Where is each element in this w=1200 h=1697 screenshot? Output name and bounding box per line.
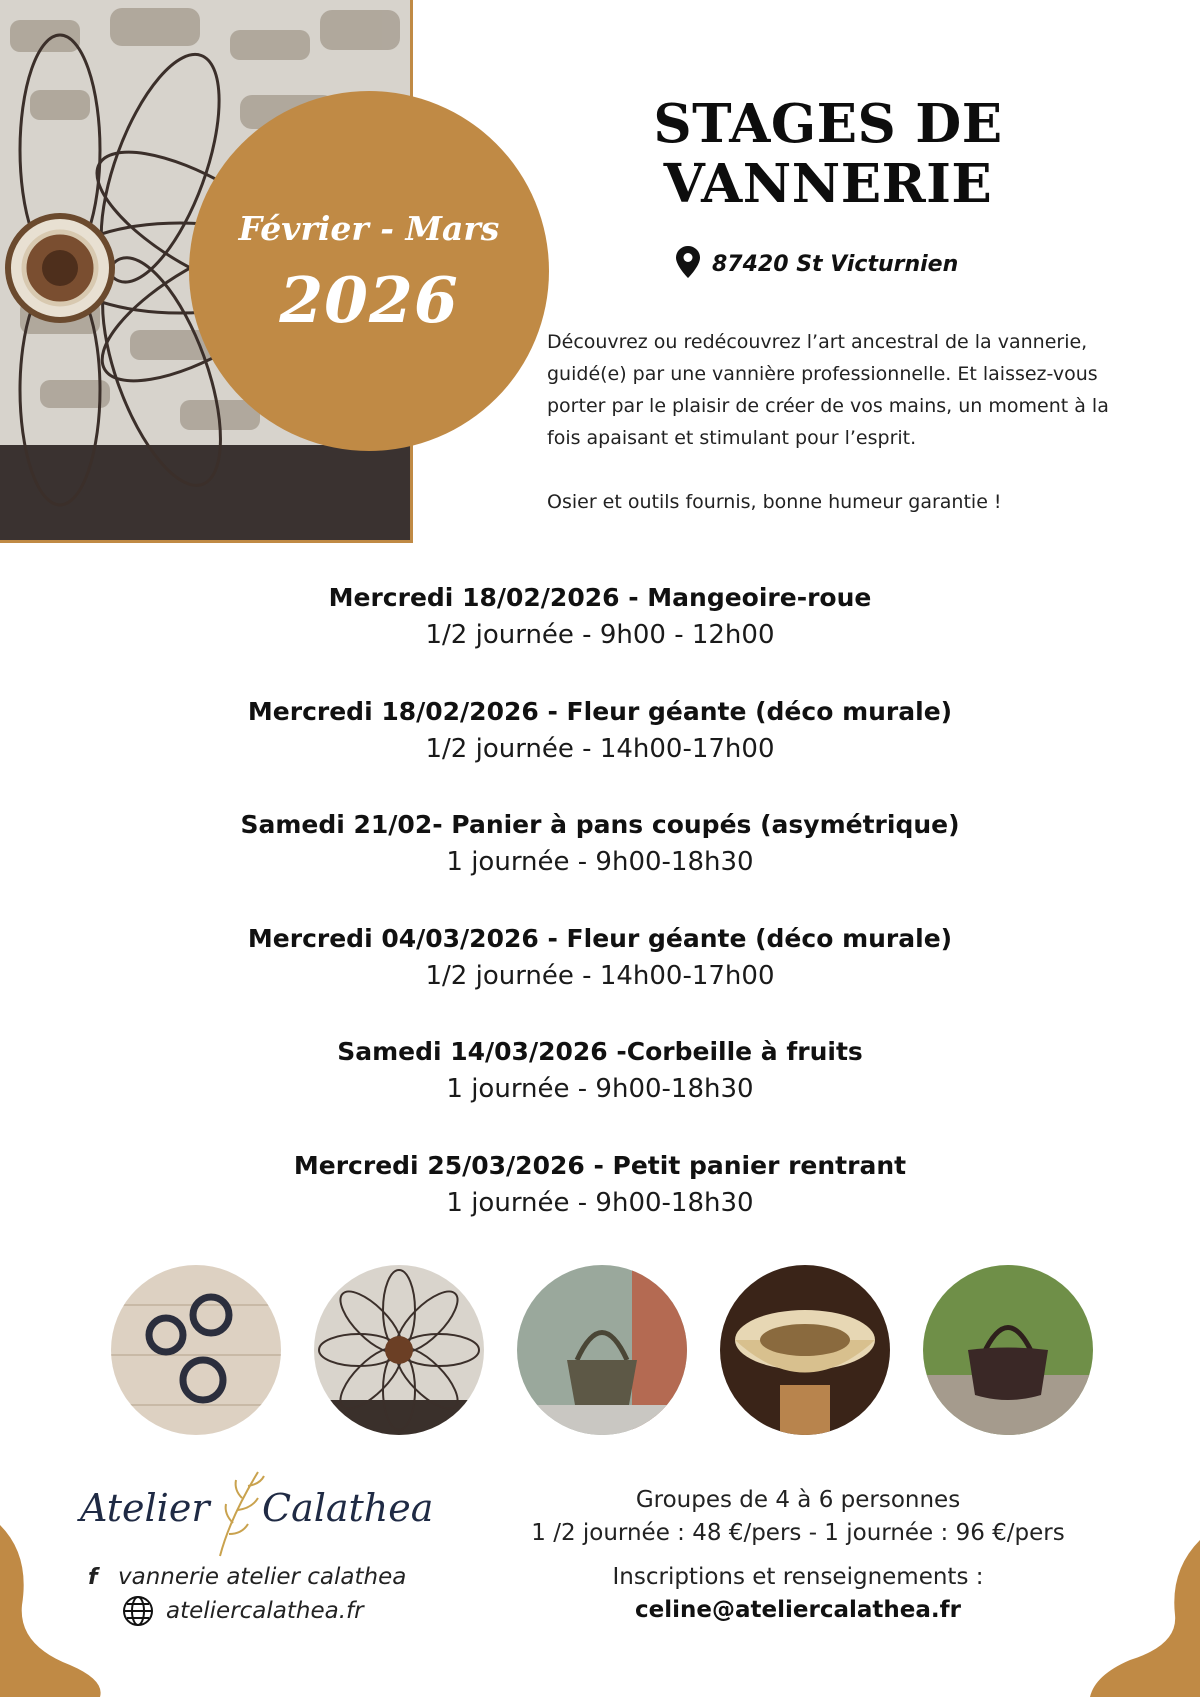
session-time: 1/2 journée - 14h00-17h00 (425, 960, 775, 991)
session-time: 1 journée - 9h00-18h30 (446, 847, 754, 878)
intro (547, 326, 1127, 518)
location-text: 87420 St Victurnien (712, 251, 959, 277)
globe-icon (122, 1595, 154, 1627)
session-title: Samedi 21/02- Panier à pans coupés (asymétrique) (240, 810, 960, 840)
session-title: Samedi 14/03/2026 -Corbeille à fruits (337, 1037, 863, 1067)
thumb-giant-flower (314, 1265, 484, 1435)
page-title (600, 94, 1056, 214)
badge-year: 2026 (279, 263, 459, 337)
logo-word-calathea: Calathea (262, 1486, 434, 1530)
photo-thumbnails (111, 1265, 1093, 1435)
title-line-1: STAGES DE (653, 93, 1003, 155)
session-item (0, 579, 1200, 693)
facebook-icon: f (88, 1564, 98, 1590)
sessions-list (0, 579, 1200, 1261)
intro-paragraph: Découvrez ou redécouvrez l’art ancestral de la vannerie, guidé(e) par une vannière professionnelle. Et laissez-vous porter par le plaisir de créer de vos mains, un moment à la fois apaisant et stimulant pour l’esprit. (547, 331, 1109, 449)
decorative-blob-right (1090, 1540, 1200, 1697)
session-title: Mercredi 04/03/2026 - Fleur géante (déco murale) (247, 923, 953, 953)
session-item (0, 693, 1200, 807)
session-item (0, 1033, 1200, 1147)
pricing: 1 /2 journée : 48 €/pers - 1 journée : 96 €/pers (531, 1520, 1065, 1546)
session-time: 1 journée - 9h00-18h30 (446, 1187, 754, 1218)
inscriptions-label: Inscriptions et renseignements : (612, 1564, 984, 1590)
session-title: Mercredi 18/02/2026 - Fleur géante (déco murale) (247, 696, 953, 726)
thumb-bird-feeders (111, 1265, 281, 1435)
logo-word-atelier: Atelier (80, 1486, 210, 1530)
website-link[interactable] (88, 1594, 406, 1628)
contact-email[interactable]: celine@ateliercalathea.fr (635, 1597, 961, 1623)
session-title: Mercredi 25/03/2026 - Petit panier rentrant (293, 1150, 907, 1180)
location (676, 246, 958, 282)
thumb-small-basket (923, 1265, 1093, 1435)
session-time: 1/2 journée - 14h00-17h00 (425, 733, 775, 764)
badge-months: Février - Mars (238, 209, 500, 248)
social-links (88, 1560, 406, 1628)
leaf-branch-icon (208, 1468, 268, 1562)
thumb-fruit-basket (720, 1265, 890, 1435)
atelier-calathea-logo (80, 1468, 440, 1558)
session-item (0, 806, 1200, 920)
session-time: 1/2 journée - 9h00 - 12h00 (425, 620, 775, 650)
thumb-asymmetric-basket (517, 1265, 687, 1435)
title-line-2: VANNERIE (663, 153, 993, 215)
session-item (0, 1147, 1200, 1261)
contact-info (520, 1484, 1076, 1627)
location-pin-icon (676, 246, 700, 282)
website-label: ateliercalathea.fr (166, 1598, 364, 1624)
date-badge (189, 91, 549, 451)
facebook-label: vannerie atelier calathea (118, 1564, 407, 1590)
facebook-link[interactable] (88, 1560, 406, 1594)
group-size: Groupes de 4 à 6 personnes (635, 1487, 961, 1513)
session-item (0, 920, 1200, 1034)
session-title: Mercredi 18/02/2026 - Mangeoire-roue (328, 583, 872, 612)
intro-tagline: Osier et outils fournis, bonne humeur garantie ! (547, 491, 1002, 513)
session-time: 1 journée - 9h00-18h30 (446, 1074, 754, 1105)
